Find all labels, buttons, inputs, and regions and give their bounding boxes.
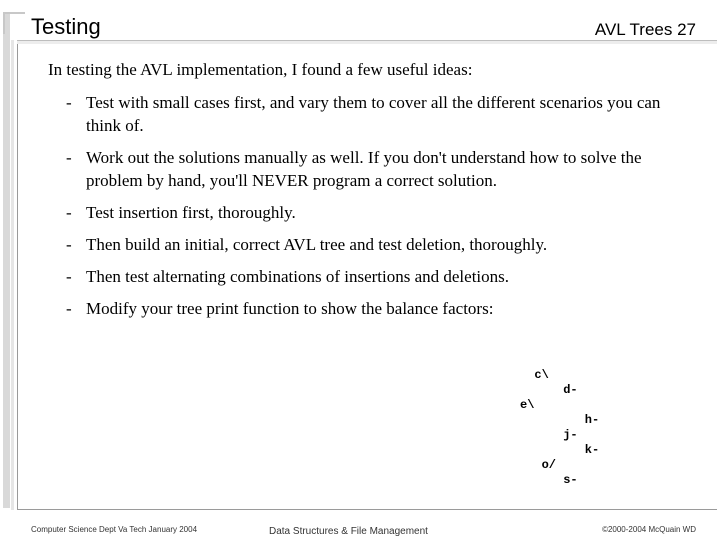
bullet-item — [66, 297, 686, 320]
frame-decoration — [17, 41, 717, 44]
footer-right: ©2000-2004 McQuain WD — [602, 525, 696, 534]
frame-left-border — [17, 40, 18, 510]
bullet-marker: - — [66, 267, 72, 286]
bullet-text: Test with small cases first, and vary them to cover all the different scenarios you can think of. — [86, 93, 661, 135]
bullet-marker: - — [66, 148, 72, 167]
bullet-item — [66, 146, 686, 192]
bullet-marker: - — [66, 235, 72, 254]
bullet-text: Work out the solutions manually as well. If you don't understand how to solve the problem by hand, you'll NEVER program a correct solution. — [86, 148, 642, 190]
bullet-item — [66, 201, 686, 224]
bullet-marker: - — [66, 203, 72, 222]
bullet-text: Then test alternating combinations of insertions and deletions. — [86, 267, 510, 286]
frame-decoration — [3, 12, 10, 508]
bullet-text: Test insertion first, thoroughly. — [86, 203, 296, 222]
bullet-text: Then build an initial, correct AVL tree and test deletion, thoroughly. — [86, 235, 548, 254]
intro-text: In testing the AVL implementation, I found a few useful ideas: — [48, 60, 473, 79]
slide-header-right: AVL Trees 27 — [594, 20, 696, 39]
tree-print-output: c\ d- e\ h- j- k- o/ s- — [520, 368, 600, 487]
frame-decoration — [3, 12, 25, 34]
bullet-list — [66, 91, 686, 329]
frame-bottom-border — [17, 509, 717, 510]
slide-title: Testing — [31, 14, 101, 39]
footer-center: Data Structures & File Management — [269, 526, 428, 537]
bullet-item — [66, 91, 686, 137]
bullet-item — [66, 265, 686, 288]
bullet-marker: - — [66, 299, 72, 318]
bullet-item — [66, 233, 686, 256]
bullet-text: Modify your tree print function to show the balance factors: — [86, 299, 494, 318]
frame-decoration — [11, 40, 14, 510]
footer-left: Computer Science Dept Va Tech January 2004 — [31, 525, 198, 534]
bullet-marker: - — [66, 93, 72, 112]
